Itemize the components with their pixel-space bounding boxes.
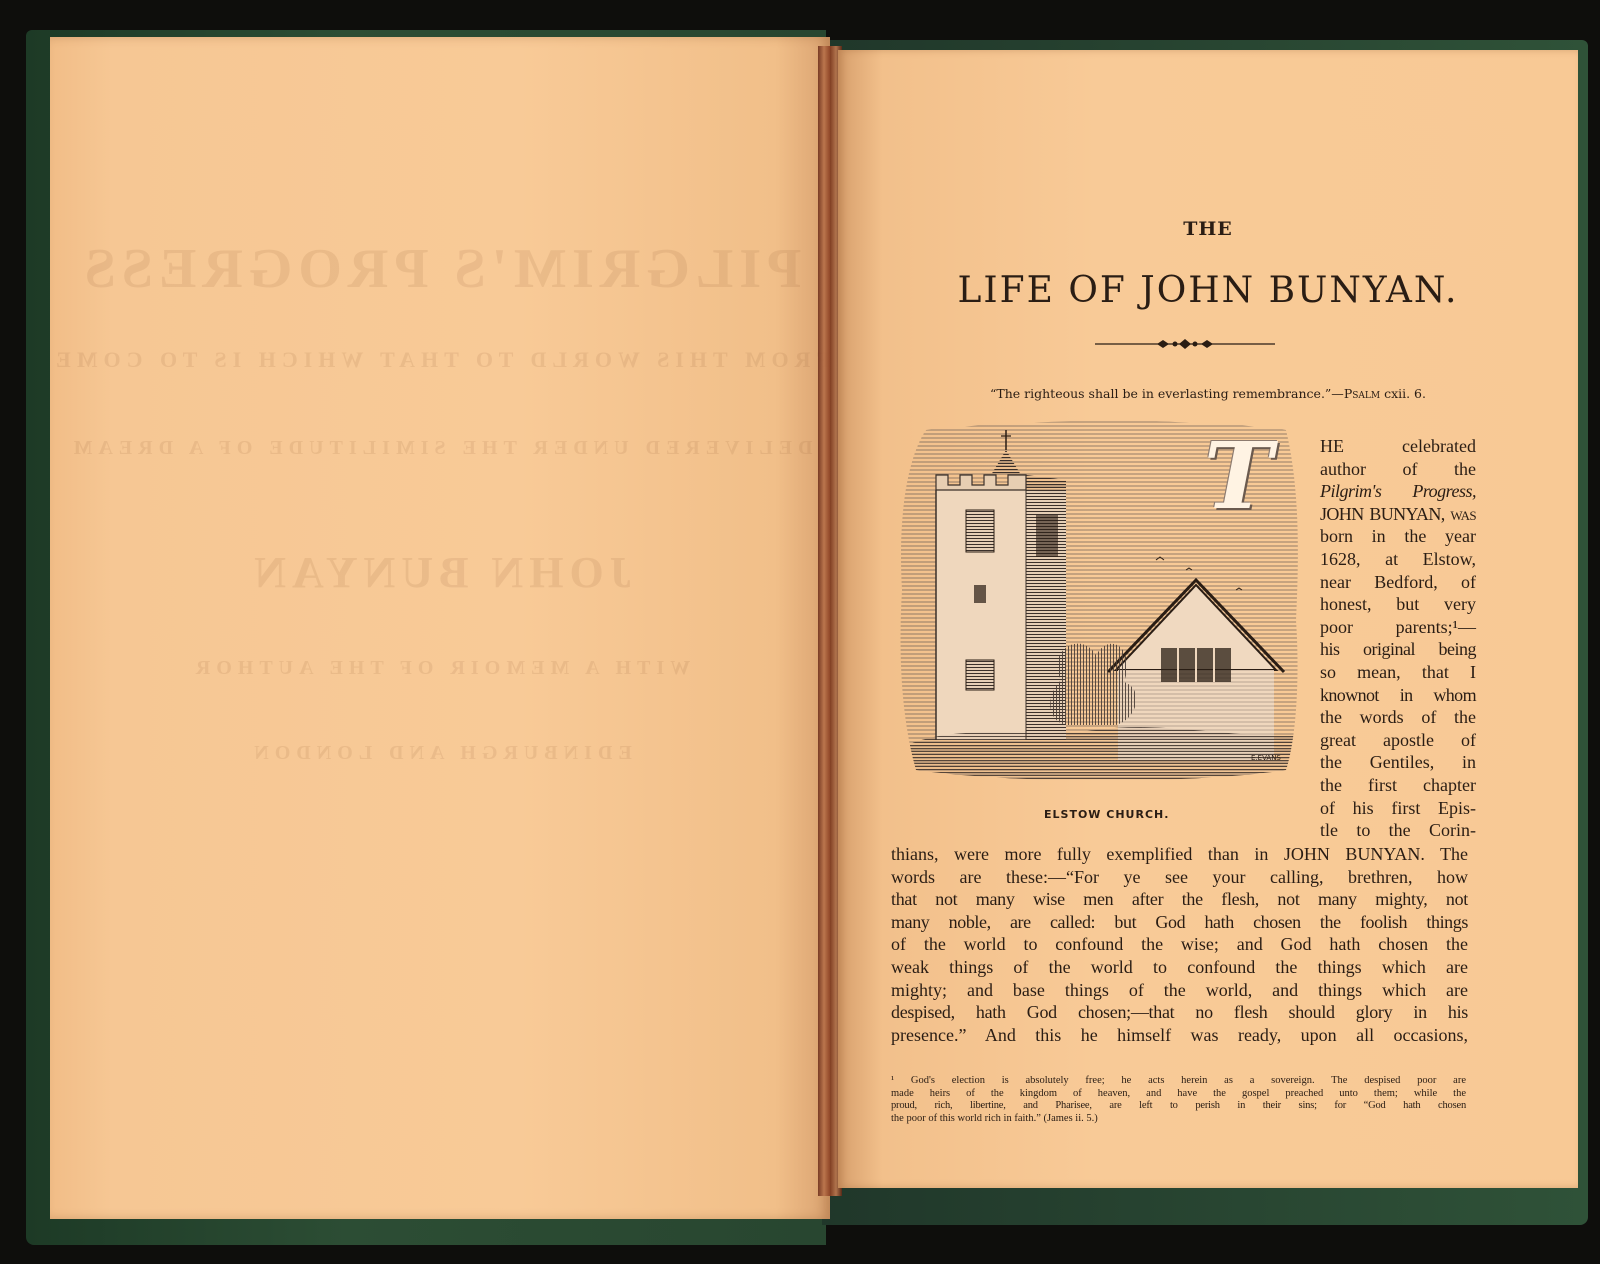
text-line: the Gentiles, in xyxy=(1320,752,1476,773)
body-text xyxy=(891,843,1468,1046)
text-line: weak things of the world to confound the things which are xyxy=(891,956,1468,977)
text-line: 1628, at Elstow, xyxy=(1320,548,1476,569)
text-line: HE celebrated xyxy=(1320,436,1476,456)
text-line: of the world to confound the wise; and God hath chosen the xyxy=(891,934,1468,955)
text-line: poor parents;¹— xyxy=(1320,616,1476,637)
left-page xyxy=(50,37,830,1219)
epigraph-quote: “The righteous shall be in everlasting remembrance.”— xyxy=(990,386,1344,401)
epigraph xyxy=(838,386,1578,401)
text-line: near Bedford, of xyxy=(1320,571,1476,592)
text-line: tle to the Corin- xyxy=(1320,820,1476,841)
text-line: the words of the xyxy=(1320,707,1476,728)
page-title: LIFE OF JOHN BUNYAN. xyxy=(957,270,1459,311)
footnote-line: made heirs of the kingdom of heaven, and have the gospel preached unto them; while the xyxy=(891,1087,1466,1099)
text-line: born in the year xyxy=(1320,526,1476,547)
illustration-caption: ELSTOW CHURCH. xyxy=(1044,808,1170,821)
text-line: the first chapter xyxy=(1320,774,1476,795)
text-line: mighty; and base things of the world, and things which are xyxy=(891,979,1468,1000)
footnote-line: proud, rich, libertine, and Pharisee, are left to perish in their sins; for “God hath chosen xyxy=(891,1100,1466,1111)
text-line: author of the xyxy=(1320,458,1476,479)
text-line: thians, were more fully exemplified than in JOHN BUNYAN. The xyxy=(891,844,1468,864)
text-line: honest, but very xyxy=(1320,594,1476,615)
page-title-small: THE xyxy=(1183,218,1233,240)
column-text xyxy=(1320,435,1476,842)
text-line: JOHN BUNYAN, was xyxy=(1320,503,1476,524)
text-line: so mean, that I xyxy=(1320,661,1476,682)
text-line: despised, hath God chosen;—that no flesh should glory in his xyxy=(891,1002,1468,1023)
epigraph-source: Psalm xyxy=(1343,386,1381,401)
text-line: his original being xyxy=(1320,639,1476,660)
footnote xyxy=(891,1075,1466,1125)
text-line: of his first Epis- xyxy=(1320,797,1476,818)
drop-cap: T xyxy=(1204,422,1273,530)
engraver-signature: E.EVANS xyxy=(1251,754,1281,762)
text-line: words are these:—“For ye see your calling, brethren, how xyxy=(891,866,1468,887)
text-line: many noble, are called: but God hath chosen the foolish things xyxy=(891,911,1468,932)
title-ornament xyxy=(1095,337,1275,351)
footnote-line: ¹ God's election is absolutely free; he acts herein as a sovereign. The despised poor are xyxy=(891,1075,1466,1086)
text-line: that not many wise men after the flesh, not many mighty, not xyxy=(891,889,1468,910)
text-line: great apostle of xyxy=(1320,729,1476,750)
epigraph-reference: cxii. 6. xyxy=(1380,386,1426,401)
text-line: presence.” And this he himself was ready, upon all occasions, xyxy=(891,1024,1468,1045)
footnote-line: the poor of this world rich in faith.” (James ii. 5.) xyxy=(891,1112,1098,1124)
text-line: Pilgrim's Progress, xyxy=(1320,481,1476,502)
text-line: knownot in whom xyxy=(1320,684,1476,705)
